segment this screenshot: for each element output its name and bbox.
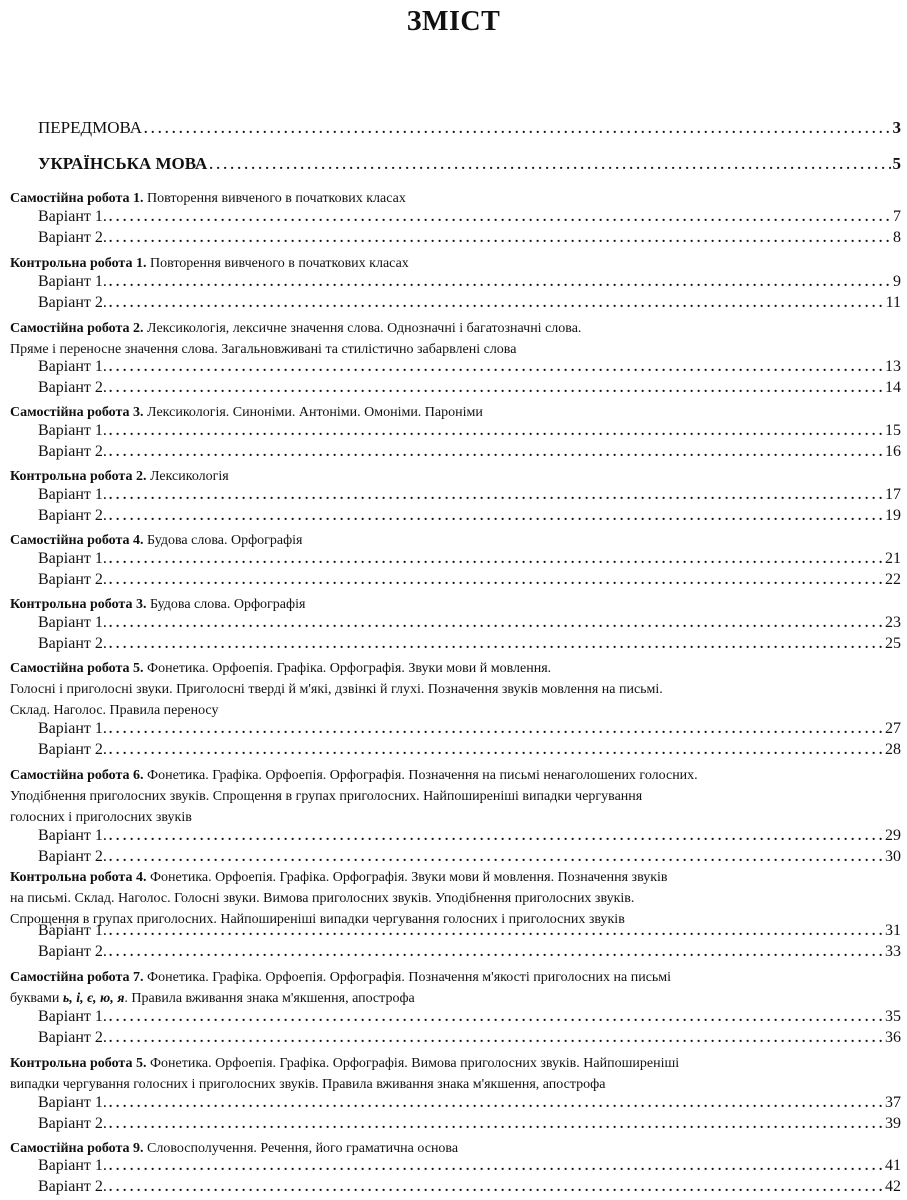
toc-page-number: 15 bbox=[885, 422, 901, 439]
toc-variant[interactable] bbox=[38, 922, 901, 940]
toc-variant[interactable] bbox=[38, 229, 901, 247]
variant-label: Варіант 1. bbox=[38, 208, 107, 225]
section-title: Фонетика. Графіка. Орфоепія. Орфографія. Позначення м'якості приголосних на письмі bbox=[147, 970, 672, 985]
dot-leader bbox=[109, 445, 883, 461]
toc-page-number: 27 bbox=[885, 720, 901, 737]
toc-page-number: 17 bbox=[885, 486, 901, 503]
toc-variant[interactable] bbox=[38, 1094, 901, 1112]
variant-label: Варіант 2. bbox=[38, 1029, 107, 1046]
dot-leader bbox=[109, 1096, 883, 1112]
toc-variant[interactable] bbox=[38, 507, 901, 525]
section-title-cont: Спрощення в групах приголосних. Найпоширеніші випадки чергування голосних і приголосних звуків bbox=[10, 912, 625, 927]
toc-variant[interactable] bbox=[38, 1115, 901, 1133]
dot-leader bbox=[109, 1031, 883, 1047]
dot-leader bbox=[109, 381, 883, 397]
dot-leader bbox=[109, 829, 883, 845]
toc-page-number: 11 bbox=[885, 294, 901, 311]
variant-label: Варіант 1. bbox=[38, 614, 107, 631]
section-title-cont: буквами bbox=[10, 991, 63, 1006]
section-title: Фонетика. Орфоепія. Графіка. Орфографія. Вимова приголосних звуків. Найпоширеніші bbox=[149, 1056, 680, 1071]
toc-variant[interactable] bbox=[38, 486, 901, 504]
dot-leader bbox=[109, 573, 883, 589]
toc-page-number: 3 bbox=[892, 118, 901, 137]
section-heading bbox=[10, 967, 897, 1009]
section-heading bbox=[10, 188, 897, 209]
section-title: Будова слова. Орфографія bbox=[149, 597, 306, 612]
variant-label: Варіант 2. bbox=[38, 741, 107, 758]
variant-label: Варіант 1. bbox=[38, 1008, 107, 1025]
dot-leader bbox=[109, 1180, 883, 1196]
section-title: Словосполучення. Речення, його граматична основа bbox=[147, 1141, 459, 1156]
dot-leader bbox=[109, 1010, 883, 1026]
section-title: Повторення вивченого в початкових класах bbox=[147, 191, 406, 206]
dot-leader bbox=[109, 945, 883, 961]
section-heading bbox=[10, 1138, 897, 1159]
toc-variant[interactable] bbox=[38, 443, 901, 461]
dot-leader bbox=[109, 924, 883, 940]
section-kind: Самостійна робота 7. bbox=[10, 970, 144, 985]
toc-variant[interactable] bbox=[38, 422, 901, 440]
toc-page-number: 19 bbox=[885, 507, 901, 524]
section-title: Лексикологія. Синоніми. Антоніми. Омоніми. Пароніми bbox=[147, 405, 483, 420]
toc-entry-label: ПЕРЕДМОВА bbox=[38, 118, 143, 137]
variant-label: Варіант 1. bbox=[38, 550, 107, 567]
page-title: ЗМІСТ bbox=[406, 6, 501, 37]
variant-label: Варіант 2. bbox=[38, 379, 107, 396]
section-title-cont: Голосні і приголосні звуки. Приголосні тверді й м'які, дзвінкі й глухі. Позначення звуків мовлення на письмі. bbox=[10, 682, 663, 697]
dot-leader bbox=[109, 296, 884, 312]
dot-leader bbox=[109, 210, 891, 226]
section-title: Фонетика. Орфоепія. Графіка. Орфографія. Звуки мови й мовлення. Позначення звуків bbox=[149, 870, 668, 885]
section-title-cont: голосних і приголосних звуків bbox=[10, 810, 192, 825]
section-title: Лексикологія, лексичне значення слова. Однозначні і багатозначні слова. bbox=[147, 321, 582, 336]
variant-label: Варіант 1. bbox=[38, 1157, 107, 1174]
dot-leader bbox=[109, 850, 883, 866]
variant-label: Варіант 1. bbox=[38, 922, 107, 939]
dot-leader bbox=[109, 1159, 883, 1175]
toc-page-number: 23 bbox=[885, 614, 901, 631]
section-kind: Контрольна робота 1. bbox=[10, 256, 147, 271]
section-title: Лексикологія bbox=[149, 469, 229, 484]
dot-leader bbox=[109, 424, 883, 440]
variant-label: Варіант 2. bbox=[38, 443, 107, 460]
section-kind: Контрольна робота 5. bbox=[10, 1056, 147, 1071]
variant-label: Варіант 1. bbox=[38, 486, 107, 503]
toc-entry-label: УКРАЇНСЬКА МОВА bbox=[38, 154, 208, 173]
section-kind: Контрольна робота 4. bbox=[10, 870, 147, 885]
toc-variant[interactable] bbox=[38, 827, 901, 845]
toc-page-number: 31 bbox=[885, 922, 901, 939]
letters-emphasis: ь, і, є, ю, я bbox=[62, 991, 125, 1006]
toc-variant[interactable] bbox=[38, 1029, 901, 1047]
section-kind: Контрольна робота 2. bbox=[10, 469, 147, 484]
toc-page-number: 35 bbox=[885, 1008, 901, 1025]
section-title: Фонетика. Графіка. Орфоепія. Орфографія. Позначення на письмі ненаголошених голосних. bbox=[147, 768, 698, 783]
variant-label: Варіант 1. bbox=[38, 1094, 107, 1111]
toc-entry-ukrainian-language[interactable] bbox=[38, 154, 901, 174]
toc-page-number: 22 bbox=[885, 571, 901, 588]
dot-leader bbox=[109, 509, 883, 525]
toc-page-number: 30 bbox=[885, 848, 901, 865]
section-title-cont: Пряме і переносне значення слова. Загальновживані та стилістично забарвлені слова bbox=[10, 342, 517, 357]
toc-page-number: 33 bbox=[885, 943, 901, 960]
variant-label: Варіант 1. bbox=[38, 720, 107, 737]
variant-label: Варіант 2. bbox=[38, 1115, 107, 1132]
toc-page-number: 16 bbox=[885, 443, 901, 460]
toc-variant[interactable] bbox=[38, 741, 901, 759]
section-heading bbox=[10, 318, 897, 360]
dot-leader bbox=[109, 552, 883, 568]
toc-page-number: 5 bbox=[892, 154, 901, 173]
toc-variant[interactable] bbox=[38, 943, 901, 961]
section-kind: Самостійна робота 1. bbox=[10, 191, 144, 206]
section-kind: Самостійна робота 4. bbox=[10, 533, 144, 548]
dot-leader bbox=[109, 743, 883, 759]
section-heading bbox=[10, 765, 897, 828]
section-kind: Самостійна робота 6. bbox=[10, 768, 144, 783]
toc-page-number: 8 bbox=[893, 229, 901, 246]
toc-entry-preface[interactable] bbox=[38, 118, 901, 138]
variant-label: Варіант 2. bbox=[38, 229, 107, 246]
variant-label: Варіант 2. bbox=[38, 635, 107, 652]
variant-label: Варіант 1. bbox=[38, 358, 107, 375]
dot-leader bbox=[109, 360, 883, 376]
toc-variant[interactable] bbox=[38, 208, 901, 226]
toc-page-number: 7 bbox=[893, 208, 901, 225]
dot-leader bbox=[144, 122, 890, 138]
section-title-cont: Склад. Наголос. Правила переносу bbox=[10, 703, 219, 718]
section-kind: Самостійна робота 3. bbox=[10, 405, 144, 420]
section-heading bbox=[10, 658, 897, 721]
toc-variant[interactable] bbox=[38, 273, 901, 291]
toc-page-number: 42 bbox=[885, 1178, 901, 1195]
section-heading bbox=[10, 1053, 897, 1095]
dot-leader bbox=[109, 616, 883, 632]
section-kind: Самостійна робота 2. bbox=[10, 321, 144, 336]
toc-variant[interactable] bbox=[38, 571, 901, 589]
section-title-cont: випадки чергування голосних і приголосних звуків. Правила вживання знака м'якшення, апострофа bbox=[10, 1077, 606, 1092]
toc-page-number: 41 bbox=[885, 1157, 901, 1174]
variant-label: Варіант 1. bbox=[38, 422, 107, 439]
section-heading bbox=[10, 402, 897, 423]
section-title: Будова слова. Орфографія bbox=[147, 533, 303, 548]
toc-page-number: 21 bbox=[885, 550, 901, 567]
variant-label: Варіант 2. bbox=[38, 943, 107, 960]
toc-variant[interactable] bbox=[38, 379, 901, 397]
variant-label: Варіант 1. bbox=[38, 827, 107, 844]
section-heading bbox=[10, 594, 897, 615]
toc-variant[interactable] bbox=[38, 294, 901, 312]
toc-variant[interactable] bbox=[38, 1157, 901, 1175]
variant-label: Варіант 2. bbox=[38, 507, 107, 524]
variant-label: Варіант 2. bbox=[38, 294, 107, 311]
variant-label: Варіант 2. bbox=[38, 571, 107, 588]
toc-page-number: 25 bbox=[885, 635, 901, 652]
toc-page-number: 28 bbox=[885, 741, 901, 758]
toc-page-number: 37 bbox=[885, 1094, 901, 1111]
section-heading bbox=[10, 466, 897, 487]
toc-variant[interactable] bbox=[38, 614, 901, 632]
toc-variant[interactable] bbox=[38, 1178, 901, 1196]
variant-label: Варіант 2. bbox=[38, 1178, 107, 1195]
section-title-cont: . Правила вживання знака м'якшення, апострофа bbox=[124, 991, 415, 1006]
section-title-cont: на письмі. Склад. Наголос. Голосні звуки. Вимова приголосних звуків. Уподібнення приголосних звуків. bbox=[10, 891, 635, 906]
dot-leader bbox=[109, 275, 891, 291]
toc-page-number: 14 bbox=[885, 379, 901, 396]
toc-variant[interactable] bbox=[38, 550, 901, 568]
section-kind: Самостійна робота 5. bbox=[10, 661, 144, 676]
toc-variant[interactable] bbox=[38, 848, 901, 866]
section-heading bbox=[10, 530, 897, 551]
section-title: Фонетика. Орфоепія. Графіка. Орфографія. Звуки мови й мовлення. bbox=[147, 661, 552, 676]
dot-leader bbox=[109, 722, 883, 738]
dot-leader bbox=[109, 637, 883, 653]
toc-page-number: 36 bbox=[885, 1029, 901, 1046]
section-heading bbox=[10, 867, 897, 930]
dot-leader bbox=[109, 488, 883, 504]
toc-page-number: 39 bbox=[885, 1115, 901, 1132]
section-kind: Самостійна робота 9. bbox=[10, 1141, 144, 1156]
dot-leader bbox=[209, 158, 890, 174]
toc-variant[interactable] bbox=[38, 1008, 901, 1026]
dot-leader bbox=[109, 1117, 883, 1133]
toc-variant[interactable] bbox=[38, 358, 901, 376]
variant-label: Варіант 2. bbox=[38, 848, 107, 865]
variant-label: Варіант 1. bbox=[38, 273, 107, 290]
toc-variant[interactable] bbox=[38, 635, 901, 653]
dot-leader bbox=[109, 231, 891, 247]
section-kind: Контрольна робота 3. bbox=[10, 597, 147, 612]
section-title: Повторення вивченого в початкових класах bbox=[149, 256, 409, 271]
toc-page-number: 9 bbox=[893, 273, 901, 290]
toc-variant[interactable] bbox=[38, 720, 901, 738]
section-heading bbox=[10, 253, 897, 274]
toc-page-number: 29 bbox=[885, 827, 901, 844]
toc-page-number: 13 bbox=[885, 358, 901, 375]
section-title-cont: Уподібнення приголосних звуків. Спрощення в групах приголосних. Найпоширеніші випадки чергування bbox=[10, 789, 643, 804]
